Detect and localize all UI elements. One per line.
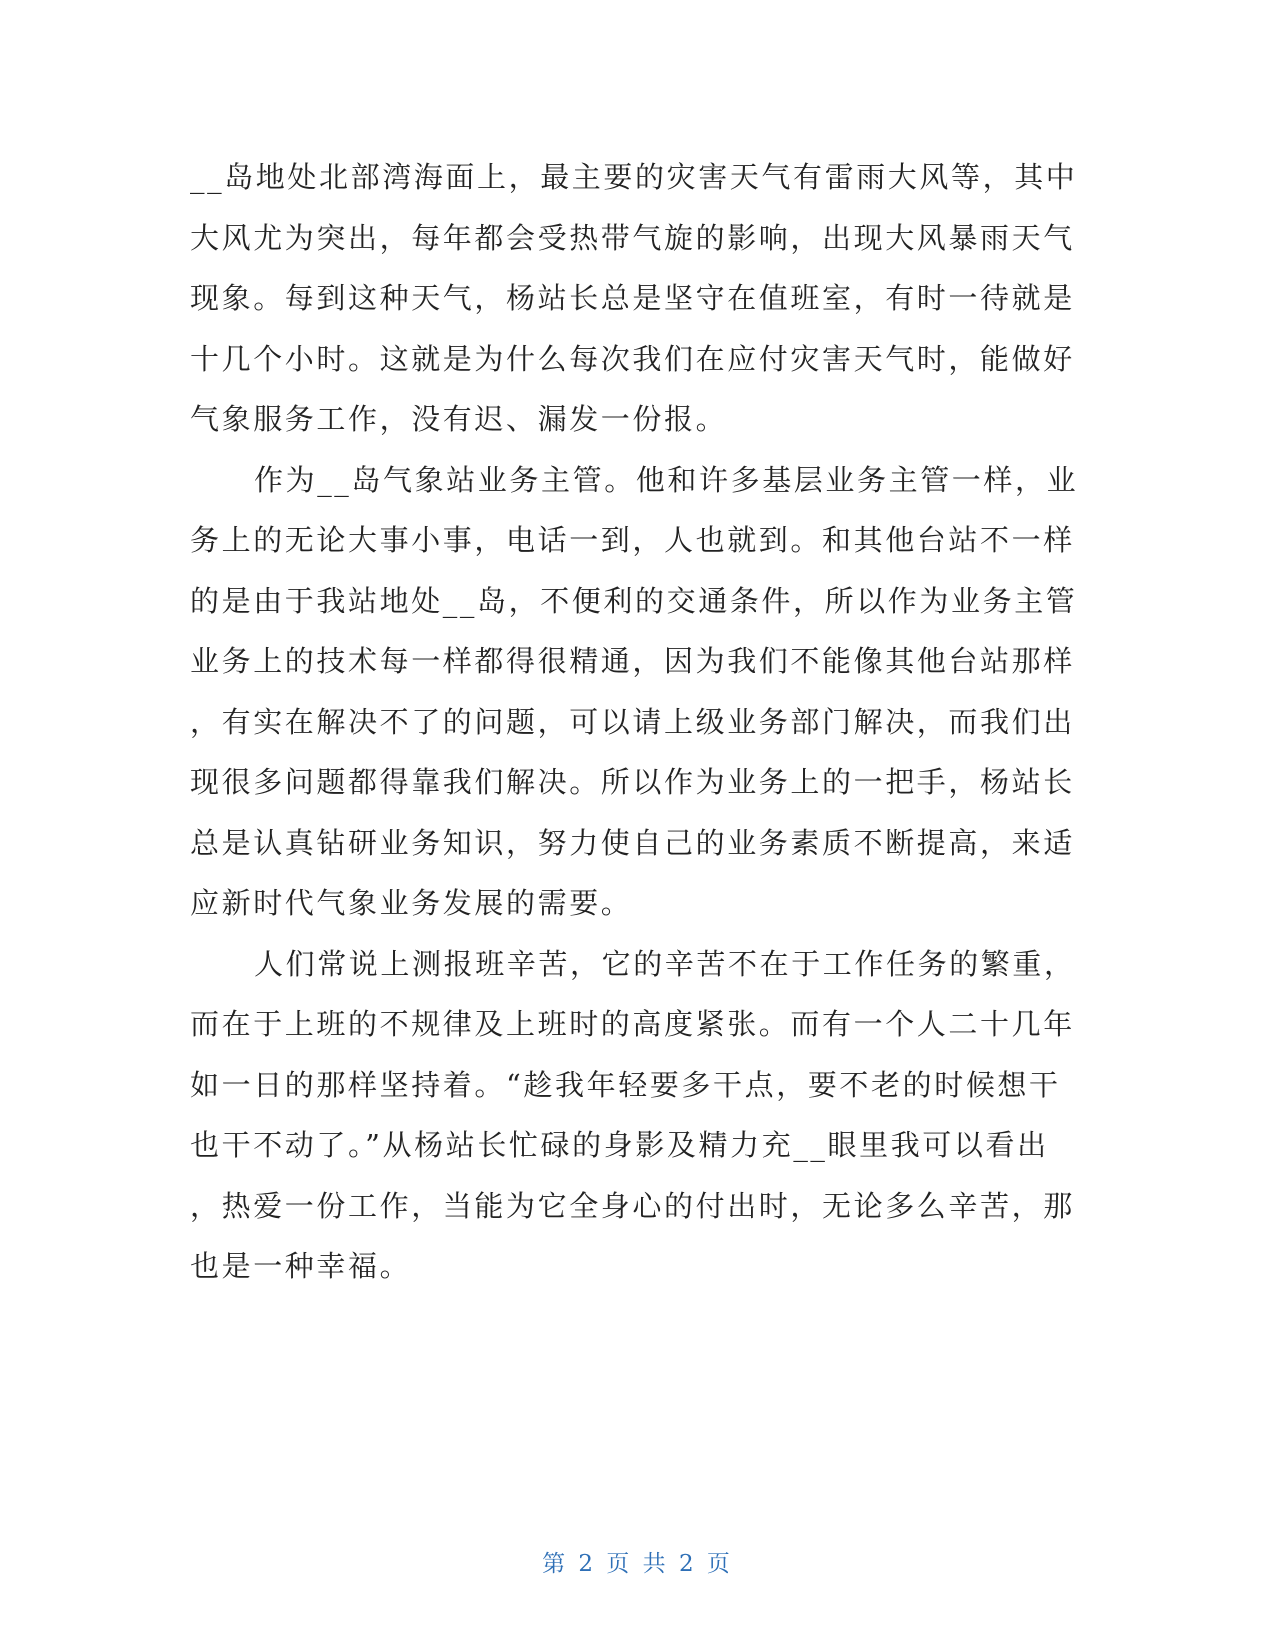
text-line: 十几个小时。这就是为什么每次我们在应付灾害天气时，能做好 <box>190 341 1075 376</box>
text-line: 大风尤为突出，每年都会受热带气旋的影响，出现大风暴雨天气 <box>190 220 1075 255</box>
text-line: 人们常说上测报班辛苦，它的辛苦不在于工作任务的繁重， <box>254 946 1076 981</box>
text-line: __岛地处北部湾海面上，最主要的灾害天气有雷雨大风等，其中 <box>190 160 1078 194</box>
text-line: 现很多问题都得靠我们解决。所以作为业务上的一把手，杨站长 <box>190 765 1075 799</box>
text-line: 应新时代气象业务发展的需要。 <box>190 886 633 920</box>
text-line: 气象服务工作，没有迟、漏发一份报。 <box>190 402 728 436</box>
text-line: 业务上的技术每一样都得很精通，因为我们不能像其他台站那样 <box>190 644 1075 678</box>
text-line: 也干不动了。”从杨站长忙碌的身影及精力充__眼里我可以看出 <box>190 1128 1049 1162</box>
document-body <box>190 147 1079 1297</box>
text-line: 现象。每到这种天气，杨站长总是坚守在值班室，有时一待就是 <box>190 281 1075 315</box>
page-number-footer: 第 2 页 共 2 页 <box>542 1551 733 1577</box>
text-line: 而在于上班的不规律及上班时的高度紧张。而有一个人二十几年 <box>190 1007 1075 1041</box>
text-line: 的是由于我站地处__岛，不便利的交通条件，所以作为业务主管 <box>190 583 1078 618</box>
paragraph-1 <box>190 147 1078 450</box>
text-line: 也是一种幸福。 <box>190 1249 412 1283</box>
text-line: 作为__岛气象站业务主管。他和许多基层业务主管一样，业 <box>254 462 1079 497</box>
paragraph-2 <box>190 450 1079 934</box>
text-line: 如一日的那样坚持着。“趁我年轻要多干点，要不老的时候想干 <box>190 1067 1061 1102</box>
text-line: 务上的无论大事小事，电话一到，人也就到。和其他台站不一样 <box>190 523 1075 557</box>
paragraph-3 <box>190 934 1076 1297</box>
text-line: ，热爱一份工作，当能为它全身心的付出时，无论多么辛苦，那 <box>190 1188 1075 1223</box>
text-line: ，有实在解决不了的问题，可以请上级业务部门解决，而我们出 <box>190 704 1075 739</box>
text-line: 总是认真钻研业务知识，努力使自己的业务素质不断提高，来适 <box>190 825 1075 860</box>
